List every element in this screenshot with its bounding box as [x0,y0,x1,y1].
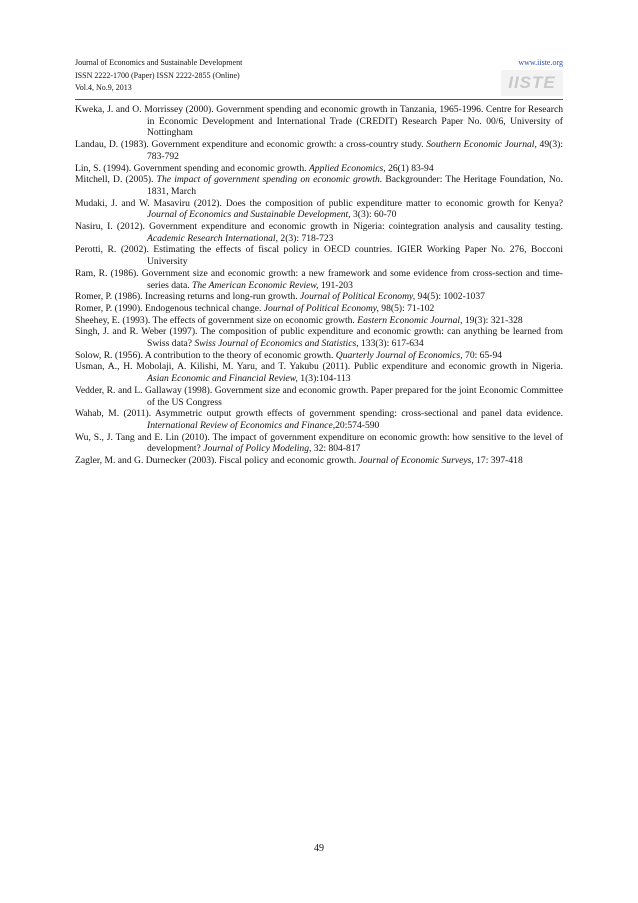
reference-details: 1(3):104-113 [297,373,351,385]
reference-source: The impact of government spending on economic growth. [156,174,383,186]
reference-text: Wu, S., J. Tang and E. Lin (2010). The impact of government expenditure on economic growth: how sensitive to the level of development? [75,431,563,455]
reference-source: International Review of Economics and Finance, [147,419,336,431]
reference-entry [75,198,563,221]
reference-text: Ram, R. (1986). Government size and economic growth: a new framework and some evidence from cross-section and time-series data. [75,267,563,291]
reference-details: 70: 65-94 [462,349,503,361]
iiste-logo [501,70,563,96]
reference-entry [75,104,563,139]
reference-text: Mudaki, J. and W. Masaviru (2012). Does the composition of public expenditure matter to economic growth for Kenya? [75,197,563,209]
reference-entry [75,455,563,467]
reference-text: Sheehey, E. (1993). The effects of government size on economic growth. [75,314,358,326]
reference-text: Singh, J. and R. Weber (1997). The composition of public expenditure and economic growth: can anything be learned from Swiss data? [75,326,563,350]
volume-line: Vol.4, No.9, 2013 [75,83,132,92]
reference-details: 26(1) 83-94 [385,162,434,174]
reference-source: Swiss Journal of Economics and Statistics, [194,338,359,350]
reference-text: Solow, R. (1956). A contribution to the theory of economic growth. [75,349,336,361]
logo-text: IISTE [508,72,556,92]
reference-text: Mitchell, D. (2005). [75,174,157,186]
reference-details: 3(3): 60-70 [350,209,397,221]
reference-source: Academic Research International, [147,232,278,244]
reference-details: 32: 804-817 [311,443,361,455]
reference-details: Backgrounder: The Heritage Foundation, No. 1831, March [147,174,563,197]
reference-source: The American Economic Review, [192,279,319,291]
reference-text: Lin, S. (1994). Government spending and economic growth. [75,162,309,174]
reference-text: Kweka, J. and O. Morrissey (2000). Government spending and economic growth in Tanzania, 1965-1996. Centre for Research in Economic Development and International Trade (CREDIT) Research Paper No. 00/6, University of Nottingham [75,104,563,139]
reference-entry [75,139,563,162]
reference-details: 191-203 [318,279,353,291]
reference-details: 98(5): 71-102 [378,302,435,314]
reference-text: Zagler, M. and G. Durnecker (2003). Fiscal policy and economic growth. [75,455,359,467]
reference-entry [75,361,563,384]
reference-details: 133(3): 617-634 [358,338,424,350]
reference-entry [75,315,563,327]
reference-source: Journal of Policy Modeling, [203,443,312,455]
reference-text: Landau, D. (1983). Government expenditure and economic growth: a cross-country study. [75,139,427,151]
reference-details: 49(3): 783-792 [147,139,563,162]
reference-source: Asian Economic and Financial Review, [147,373,298,385]
reference-list [75,104,563,467]
reference-entry [75,163,563,175]
reference-entry [75,244,563,267]
reference-entry [75,291,563,303]
reference-text: Vedder, R. and L. Gallaway (1998). Government size and economic growth. Paper prepared for the joint Economic Committee of the US Congress [75,384,563,408]
page-number: 49 [314,843,324,854]
reference-details: 2(3): 718-723 [278,232,334,244]
reference-entry [75,350,563,362]
page-header [75,57,563,95]
reference-entry [75,432,563,455]
reference-text: Nasiru, I. (2012). Government expenditure and economic growth in Nigeria: cointegration analysis and causality testing. [75,221,563,233]
reference-text: Romer, P. (1990). Endogenous technical change. [75,302,264,314]
issn-line: ISSN 2222-1700 (Paper) ISSN 2222-2855 (Online) [75,70,240,80]
journal-title: Journal of Economics and Sustainable Development [75,58,243,67]
journal-url-link[interactable]: www.iiste.org [518,58,563,67]
reference-text: Wahab, M. (2011). Asymmetric output growth effects of government spending: cross-sectional and panel data evidence. [75,408,563,420]
reference-source: Journal of Political Economy, [300,291,416,303]
reference-text: Perotti, R. (2002). Estimating the effects of fiscal policy in OECD countries. IGIER Working Paper No. 276, Bocconi University [75,244,563,268]
reference-text: Usman, A., H. Mobolaji, A. Kilishi, M. Yaru, and T. Yakubu (2011). Public expenditure and economic growth in Nigeria. [75,361,563,373]
reference-entry [75,408,563,431]
reference-entry [75,221,563,244]
reference-details: 20:574-590 [335,419,380,431]
reference-entry [75,268,563,291]
reference-source: Southern Economic Journal, [426,139,537,151]
reference-text: Romer, P. (1986). Increasing returns and long-run growth. [75,291,301,303]
reference-source: Eastern Economic Journal, [357,314,463,326]
reference-source: Journal of Economic Surveys, [358,455,474,467]
reference-source: Journal of Economics and Sustainable Development, [147,209,351,221]
reference-source: Applied Economics, [308,162,386,174]
reference-details: 19(3): 321-328 [462,314,523,326]
reference-source: Quarterly Journal of Economics, [335,349,463,361]
reference-details: 17: 397-418 [473,455,523,467]
reference-entry [75,174,563,197]
reference-entry [75,303,563,315]
reference-details: 94(5): 1002-1037 [415,291,485,303]
reference-source: Journal of Political Economy, [263,302,379,314]
header-rule [75,99,563,100]
reference-entry [75,385,563,408]
reference-entry [75,326,563,349]
